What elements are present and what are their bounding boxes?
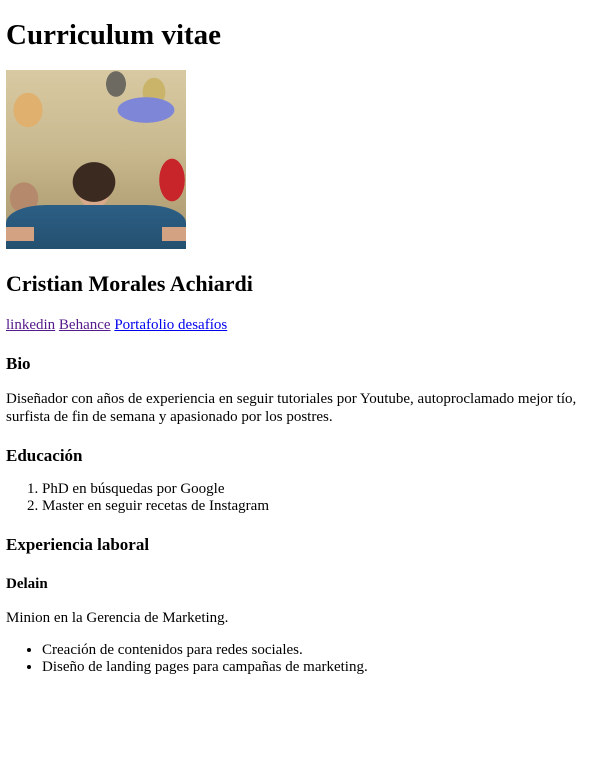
education-list bbox=[6, 481, 594, 515]
bio-heading: Bio bbox=[6, 354, 31, 373]
education-item: 1. PhD en búsquedas por Google bbox=[42, 481, 594, 498]
job-company: Delain bbox=[6, 576, 48, 592]
job-task-item: • Diseño de landing pages para campañas de marketing. bbox=[42, 659, 594, 676]
bio-text: Diseñador con años de experiencia en seguir tutoriales por Youtube, autoproclamado mejor tío, surfista de fin de semana y apasionado por los postres. bbox=[6, 391, 577, 425]
photo-arm-left-shape bbox=[6, 227, 34, 241]
experience-heading: Experiencia laboral bbox=[6, 535, 150, 554]
photo-arm-right-shape bbox=[162, 227, 186, 241]
page-title: Curriculum vitae bbox=[6, 19, 222, 51]
education-item: 2. Master en seguir recetas de Instagram bbox=[42, 498, 594, 515]
profile-name: Cristian Morales Achiardi bbox=[6, 271, 253, 296]
education-heading: Educación bbox=[6, 446, 83, 465]
portfolio-link[interactable]: Portafolio desafíos bbox=[114, 317, 228, 333]
profile-photo bbox=[6, 70, 186, 249]
social-links bbox=[6, 316, 594, 334]
linkedin-link[interactable]: linkedin bbox=[6, 317, 56, 333]
job-tasks-list bbox=[6, 642, 594, 676]
job-role: Minion en la Gerencia de Marketing. bbox=[6, 610, 229, 626]
job-task-item: • Creación de contenidos para redes sociales. bbox=[42, 642, 594, 659]
behance-link[interactable]: Behance bbox=[58, 317, 111, 333]
